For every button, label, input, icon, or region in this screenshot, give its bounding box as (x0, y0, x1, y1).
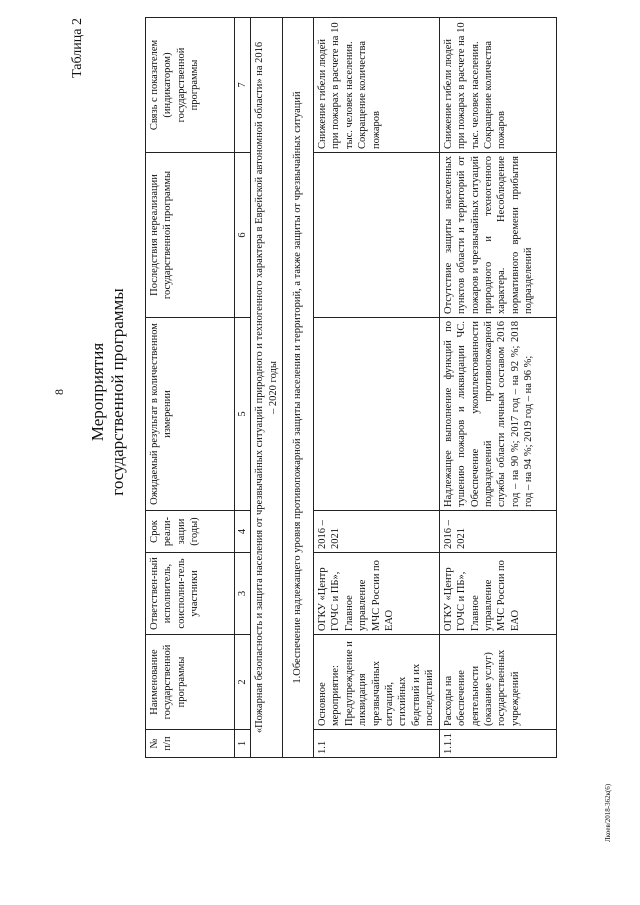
document-subtitle: государственной программы (108, 288, 127, 496)
measures-table (145, 17, 557, 758)
program-title-row (251, 18, 283, 758)
row-executor: ОГКУ «Центр ГОЧС и ПБ», Главное управление МЧС России по ЕАО (313, 553, 439, 635)
header-row (146, 18, 235, 758)
column-number: 5 (235, 318, 251, 511)
row-consequences (313, 153, 439, 318)
subprogram-title-row (283, 18, 313, 758)
footer-code: Лкоев/2018-362к(6) (604, 783, 612, 842)
rotated-content (52, 12, 632, 772)
column-number: 1 (235, 730, 251, 758)
document-title: Мероприятия (88, 342, 107, 442)
row-consequences: Отсутствие защиты населенных пунктов области и территорий от пожаров и чрезвычайных ситуаций природного и техногенного характера. Несоблюдение нормативного времени прибытия подразделений (439, 153, 556, 318)
row-result: Надлежащее выполнение функций по тушению пожаров и ликвидации ЧС. Обеспечение укомплектованности подразделений противопожарной службы области личным составом 2016 год – на 90 %; 2017 год – на 92 %; 2018 год – на 94 %; 2019 год – на 96 %; (439, 318, 556, 511)
subprogram-title: 1.Обеспечение надлежащего уровня противопожарной защиты населения и территорий, а также защиты от чрезвычайных ситуаций (283, 18, 313, 758)
program-title: «Пожарная безопасность и защита населения от чрезвычайных ситуаций природного и техногенного характера в Еврейской автономной области» на 2016 – 2020 годы (251, 18, 283, 758)
column-number: 7 (235, 18, 251, 153)
row-num: 1.1.1 (439, 730, 556, 758)
table-number: Таблица 2 (70, 18, 85, 78)
row-name: Расходы на обеспечение деятельности (оказание услуг) государственных учреждений (439, 635, 556, 730)
header-consequences: Последствия нереализации государственной программы (146, 153, 235, 318)
row-link: Снижение гибели людей при пожарах в расчете на 10 тыс. человек населения. Сокращение количества пожаров (439, 18, 556, 153)
row-term: 2016 – 2021 (313, 511, 439, 553)
row-term: 2016 – 2021 (439, 511, 556, 553)
header-term: Срок реали-зации (годы) (146, 511, 235, 553)
header-name: Наименование государственной программы (146, 635, 235, 730)
table-row (313, 18, 439, 758)
column-number: 4 (235, 511, 251, 553)
page-number: 8 (52, 389, 66, 395)
column-number: 6 (235, 153, 251, 318)
header-executor: Ответствен-ный исполнитель, соисполни-тель участники (146, 553, 235, 635)
row-link: Снижение гибели людей при пожарах в расчете на 10 тыс. человек населения. Сокращение количества пожаров (313, 18, 439, 153)
column-number: 2 (235, 635, 251, 730)
row-result (313, 318, 439, 511)
column-numbers-row (235, 18, 251, 758)
header-link: Связь с показателем (индикатором) государственной программы (146, 18, 235, 153)
row-name: Основное мероприятие: Предупреждение и ликвидация чрезвычайных ситуаций, стихийных бедствий и их последствий (313, 635, 439, 730)
header-num: № п/п (146, 730, 235, 758)
header-result: Ожидаемый результат в количественном измерении (146, 318, 235, 511)
table-row (439, 18, 556, 758)
row-executor: ОГКУ «Центр ГОЧС и ПБ», Главное управление МЧС России по ЕАО (439, 553, 556, 635)
row-num: 1.1 (313, 730, 439, 758)
column-number: 3 (235, 553, 251, 635)
